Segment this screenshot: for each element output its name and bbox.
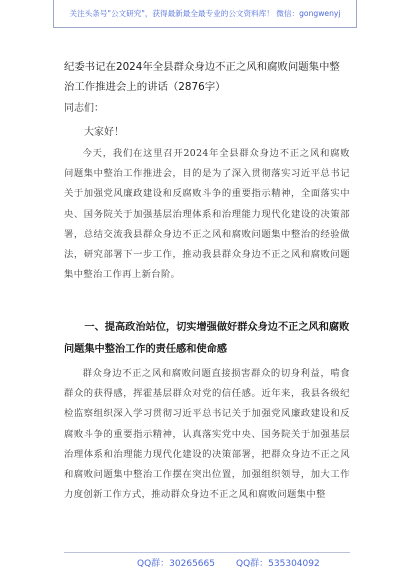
paragraph: 群众身边不正之风和腐败问题直接损害群众的切身利益，啃食群众的获得感，挥霍基层群众对党的信任感。近年来，我县各级纪检监察组织深入学习贯彻习近平总书记关于加强党风廉政建设和反腐败斗争的重要指示精神，认真落实党中央、国务院关于加强基层治理体系和治理能力现代化建设的决策部署，把群众身边不正之风和腐败问题集中整治工作摆在突出位置，加强组织领导，加大工作力度创新工作方式，推动群众身边不正之风和腐败问题集中整	[64, 368, 350, 501]
footer-qq-group-1: QQ群：30265665	[137, 559, 215, 569]
section-heading: 一、提高政治站位，切实增强做好群众身边不正之风和腐败问题集中整治工作的责任感和使命感	[64, 322, 350, 355]
greeting: 大家好！	[84, 127, 124, 138]
paragraph: 今天，我们在这里召开2024年全县群众身边不正之风和腐败问题集中整治工作推进会，目的是为了深入贯彻落实习近平总书记关于加强党风廉政建设和反腐败斗争的重要指示精神，全面落实中央、国务院关于加强基层治理体系和治理能力现代化建设的决策部署，总结交流我县群众身边不正之风和腐败问题集中整治的经验做法，研究部署下一步工作，推动我县群众身边不正之风和腐败问题集中整治工作再上新台阶。	[64, 148, 350, 281]
footer-divider	[64, 552, 350, 553]
top-banner	[53, 0, 357, 28]
document-title: 纪委书记在2024年全县群众身边不正之风和腐败问题集中整治工作推进会上的讲话（2876字）	[64, 61, 340, 93]
footer-qq-group-2: QQ群：535304092	[236, 559, 320, 569]
salutation: 同志们：	[64, 103, 104, 114]
banner-text: 关注头条号"公文研究"，获得最新最全最专业的公文资料库！ 微信：gongwenyj	[69, 9, 341, 18]
page-footer	[0, 552, 408, 572]
